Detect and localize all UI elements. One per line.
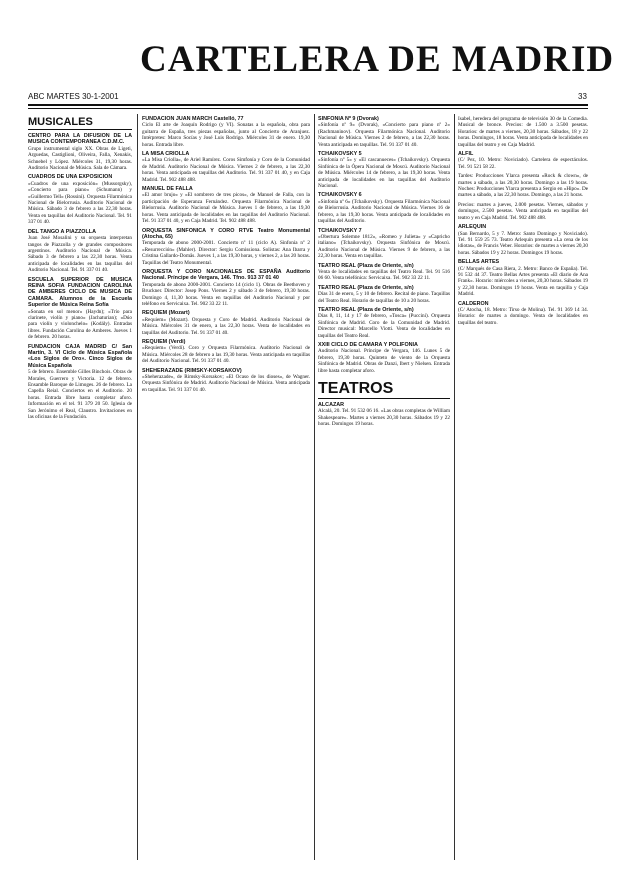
listing-heading: SINFONIA Nº 9 (Dvorak) [318, 116, 379, 122]
listing-text: Auditorio Nacional. Príncipe de Vergara, 146. Lunes 5 de febrero, 19,30 horas. Quinteto de viento de la Orquesta Sinfónica de Madrid. Obras de Danzi, Ibert y Nielsen. Entrada libre hasta completar aforo. [318, 348, 450, 374]
column-1 [28, 116, 132, 856]
listing-heading: BELLAS ARTES [458, 259, 500, 266]
column-2 [142, 116, 310, 856]
listing-heading: ALCAZAR [318, 402, 345, 409]
listing-heading: TCHAIKOVSKY 7 [318, 227, 362, 234]
listing-text: Ciclo El arte de Joaquín Rodrigo (y VI). Sonatas a la española, obra para guitarra de España, tres piezas españolas, junto al Concierto de Aranjuez. Intérpretes: Marco Socías y José Luis Rodrigo. Miércoles 31 de enero. 19,30 horas. Entrada libre. [142, 122, 310, 148]
page-title: CARTELERA DE MADRID [140, 39, 615, 80]
listing-text: «Sheherazade», de Rimsky-Korsakov; «El Ocaso de los dioses», de Wagner. Orquesta Sinfónica de Madrid. Auditorio Nacional de Música. Venta anticipada en taquillas. Tel. 91 337 01 40. [142, 374, 310, 393]
listing-text: Temporada de abono 2000-2001. Concierto nº 11 (ciclo A). Sinfonía nº 2 «Resurrección» (Mahler). Director: Sergiu Comissiona. Solistas: Ana Ibarra y Cristina Gallardo-Domâs. Jueves 1, a las 19,30 horas, y viernes 2, a las 20 horas. Taquillas del Teatro Monumental. [142, 240, 310, 266]
listing-heading: ALFIL [458, 151, 474, 158]
listing-heading: TEATRO REAL (Plaza de Oriente, s/n) [318, 262, 414, 269]
listing-text: Precios: martes a jueves, 2.000 pesetas. Viernes, sábados y domingos, 2.500 pesetas. Venta anticipada en taquillas del teatro y en Caja Madrid. Tel. 902 488 488. [458, 201, 588, 221]
listing-text: Grupo instrumental siglo XX. Obras de Ligeti, Arguedas, Castiglioni, Oliveira, Falla, Xenakis, Schnebel y López. Miércoles 31, 19,30 horas. Auditorio Nacional de Música. Sala de Cámara. [28, 145, 132, 172]
listing-heading: FUNDACION JUAN MARCH Castelló, 77 [142, 116, 244, 122]
listing-text: «Sinfonía nº 9» (Dvorak), «Concierto para piano nº 2» (Rachmaninov). Orquesta Filarmónica Nacional. Auditorio Nacional de Música. Viernes 2 de febrero, a las 22,30 horas. Venta anticipada en taquillas. Tel. 91 337 01 40. [318, 122, 450, 148]
listing-heading: XXIII CICLO DE CAMARA Y POLIFONIA [318, 342, 418, 348]
listing-text: Alcalá, 20. Tel. 91 532 06 16. «Las obras completas de William Shakespeare». Martes a viernes 20,30 horas. Sábados 19 y 22 horas. Domingos 19 horas. [318, 408, 450, 428]
listing-text: «Requiem» (Verdi). Coro y Orquesta Filarmónica. Auditorio Nacional de Música. Miércoles 28 de febrero a las 19,30 horas. Venta anticipada en taquillas del Auditorio Nacional. Tel. 91 337 01 40. [142, 345, 310, 365]
listing-text: Tardes: Producciones Ylarca presenta «Rock & clown», de martes a sábado, a las 20,30 horas. Domingo a las 19 horas. Noches: Producciones Ylarca presenta a Sergio en «Hipo». De martes a sábado, a las 22,30 horas. Domingo, a las 21 horas. [458, 173, 588, 199]
header-rule-thin [28, 108, 588, 109]
listing-heading: TCHAIKOVSKY 5 [318, 151, 362, 158]
listing-heading: ARLEQUIN [458, 224, 487, 231]
listing-text: (C/ Atocha, 18. Metro: Tirso de Molina). Tel. 91 369 14 34. Horario: de martes a domingo. Venta de localidades en taquillas del teatro. [458, 306, 588, 326]
listing-heading: MANUEL DE FALLA [142, 186, 193, 193]
listing-text: «Sinfonía nº 5» y «El cascanueces» (Tchaikovsky). Orquesta Sinfónica de la Ópera Nacional de Moscú. Auditorio Nacional de Música. Miércoles 14 de febrero, a las 19,30 horas. Venta anticipada de localidades en las taquillas del Auditorio Nacional. [318, 157, 450, 190]
listing-text: Isabel, heredera del programa de televisión 30 de la Comedia. Musical de bronce. Precios: de 1.500 a 3.500 pesetas. Horarios: de martes a viernes, 20,30 horas. Sábados, 18 y 22 horas. Domingos, 18 horas. Venta anticipada de localidades en taquillas del teatro y en Caja Madrid. [458, 116, 588, 148]
column-divider [137, 114, 138, 860]
listing-text: (C/ Pez, 10. Metro: Noviciado). Cartelera de espectáculos. Tel. 91 521 58 22. [458, 157, 588, 170]
listing-heading: TEATRO REAL (Plaza de Oriente, s/n) [318, 284, 414, 291]
listing-text: «Cuadros de una exposición» (Mussorgsky), «Concierto para piano» (Schumann) y «Guillermo Tell» (Rossini). Orquesta Filarmónica Nacional de Bielorrusia. Auditorio Nacional de Música. Sábado 3 de febrero a las 22,30 horas. Venta en taquillas del Auditorio Nacional. Tel. 91 337 01 40. [28, 180, 132, 226]
section-heading-teatros: TEATROS [318, 380, 450, 399]
listing-text: «La Misa Criolla», de Ariel Ramírez. Coros Simfonía y Coro de la Comunidad de Madrid. Auditorio Nacional de Música. Viernes 2 de febrero, a las 22,30 horas. Venta anticipada en taquillas del Auditorio. Tel. 91 337 01 40, y en Caja Madrid. Tel. 902 488 488. [142, 157, 310, 183]
listing-text: Días 8, 11, 14 y 17 de febrero, «Tosca» (Puccini). Orquesta Sinfónica de Madrid. Coro de la Comunidad de Madrid. Director musical: Marcello Viotti. Venta de localidades en taquillas del Teatro Real. [318, 313, 450, 339]
listing-text: Temporada de abono 2000-2001. Concierto 14 (ciclo 1). Obras de Beethoven y Bruckner. Director: Josep Pons. Viernes 2 y sábado 3 de febrero, 19,30 horas. Domingo 4, 11,30 horas. Venta en taquillas del Auditorio Nacional y por teléfono en Servicaixa. Tel. 902 33 22 11. [142, 281, 310, 307]
page-number: 33 [578, 92, 587, 101]
column-4 [458, 116, 588, 856]
listing-heading: REQUIEM (Mozart) [142, 310, 190, 317]
listing-text: «Sinfonía nº 6» (Tchaikovsky). Orquesta Filarmónica Nacional de Bielorrusia. Auditorio Nacional de Música. Viernes 16 de febrero, a las 19,30 horas. Venta anticipada de localidades en taquillas del Auditorio. [318, 198, 450, 225]
listing-heading: CENTRO PARA LA DIFUSION DE LA MUSICA CONTEMPORANEA C.D.M.C. [28, 133, 132, 146]
listing-text: (C/ Marqués de Casa Riera, 2. Metro: Banco de España). Tel. 91 532 44 37. Teatro Bellas Artes presenta «El diario de Ana Frank». Horario: miércoles a viernes, 20,30 horas. Sábados 19 y 22,30 horas. Domingos 19 horas. Venta en taquilla y Caja Madrid. [458, 265, 588, 298]
listing-text: Venta de localidades en taquillas del Teatro Real. Tel. 91 516 06 60. Venta telefónica: Servicaixa. Tel. 902 33 22 11. [318, 268, 450, 282]
header-rule [28, 104, 588, 106]
listing-heading: DEL TANGO A PIAZZOLLA [28, 228, 96, 235]
listing-heading: ORQUESTA Y CORO NACIONALES DE ESPAÑA Auditorio Nacional. Príncipe de Vergara, 146. Tfno. 913 37 01 40 [142, 268, 310, 282]
listing-heading: CUADROS DE UNA EXPOSICION [28, 174, 113, 181]
edition-date: ABC MARTES 30-1-2001 [28, 92, 119, 101]
listing-heading: REQUIEM (Verdi) [142, 339, 186, 345]
listing-text: Juan José Mosalini y su orquesta interpretan tangos de Piazzolla y de grandes compositores argentinos. Auditorio Nacional de Música. Sábado 3 de febrero a las 22,30 horas. Venta anticipada de localidades en las taquillas del Auditorio Nacional. Tel. 91 337 01 40. [28, 235, 132, 274]
listing-text: «El amor brujo» y «El sombrero de tres picos», de Manuel de Falla, con la participación de Esperanza Fernández. Orquesta Filarmónica Nacional de Bielorrusia. Auditorio Nacional de Música. Jueves 1 de febrero, a las 19,30 horas. Venta anticipada de localidades en las taquillas del Auditorio Nacional. Tel. 91 337 01 40, y en Caja Madrid. Tel. 902 488 488. [142, 192, 310, 225]
listing-heading: FUNDACION CAJA MADRID C/ San Martín, 3. VI Ciclo de Música Española «Los Siglos de Oro». Cinco Siglos de Música Española [28, 343, 132, 369]
listing-text: «Sonata en sol menor» (Haydn); «Trío para clarinete, violín y piano» (Jachaturian); «Dúo para violín y violonchelo» (Kodály). Entradas libres. Fundación Carolina de Amberes. Jueves 1 de febrero. 20 horas. [28, 308, 132, 341]
column-divider [314, 114, 315, 860]
listing-text: (San Bernardo, 5 y 7. Metro: Santo Domingo y Noviciado). Tel. 91 559 25 73. Teatro Arlequín presenta «La cena de los idiotas», de Francis Veber. Horarios: de martes a viernes 20,30 horas. Sábados 19 y 22 horas. Domingos 19 horas. [458, 230, 588, 256]
listing-text: «Obertura Solemne 1812», «Romeo y Julieta» y «Capricho italiano» (Tchaikovsky). Orquesta Sinfónica de Moscú. Auditorio Nacional de Música. Viernes 9 de febrero, a las 22,30 horas. Venta en taquillas. [318, 233, 450, 260]
listing-text: «Requiem» (Mozart). Orquesta y Coro de Madrid. Auditorio Nacional de Música. Miércoles 31 de enero, a las 22,30 horas. Venta de localidades en taquillas del Auditorio. Tel. 91 337 01 40. [142, 316, 310, 336]
listing-heading: ESCUELA SUPERIOR DE MUSICA REINA SOFIA FUNDACION CAROLINA DE AMBERES CICLO DE MUSICA DE CAMARA. Alumnos de la Escuela Superior de Música Reina Sofía [28, 276, 132, 309]
listing-heading: SHEHERAZADE (RIMSKY-KORSAKOV) [142, 367, 242, 374]
column-divider [454, 114, 455, 860]
listing-text: Días 31 de enero, 5 y 10 de febrero. Recital de piano. Taquillas del Teatro Real. Horario de taquillas de 10 a 20 horas. [318, 291, 450, 304]
column-3 [318, 116, 450, 856]
section-heading-musicales: MUSICALES [28, 116, 132, 130]
listing-heading: CALDERON [458, 300, 489, 307]
listing-heading: LA MISA CRIOLLA [142, 151, 190, 158]
listing-text: 5 de febrero. Ensemble Gilles Binchois. Obras de Morales, Guerrero y Victoria. 12 de febrero. Ensamble Baroque de Limoges. 26 de febrero. La Capella Reial. Conciertos en el Auditorio. 20 horas. Entrada libre hasta completar aforo. Información en el tel. 91 379 20 50. Iglesia de San Jerónimo el Real, Claustro. Invitaciones en las oficinas de la Fundación. [28, 369, 132, 421]
listing-heading: ORQUESTA SINFONICA Y CORO RTVE Teatro Monumental (Atocha, 65) [142, 227, 310, 240]
listing-heading: TCHAIKOVSKY 6 [318, 192, 362, 199]
listing-heading: TEATRO REAL (Plaza de Oriente, s/n) [318, 306, 414, 313]
